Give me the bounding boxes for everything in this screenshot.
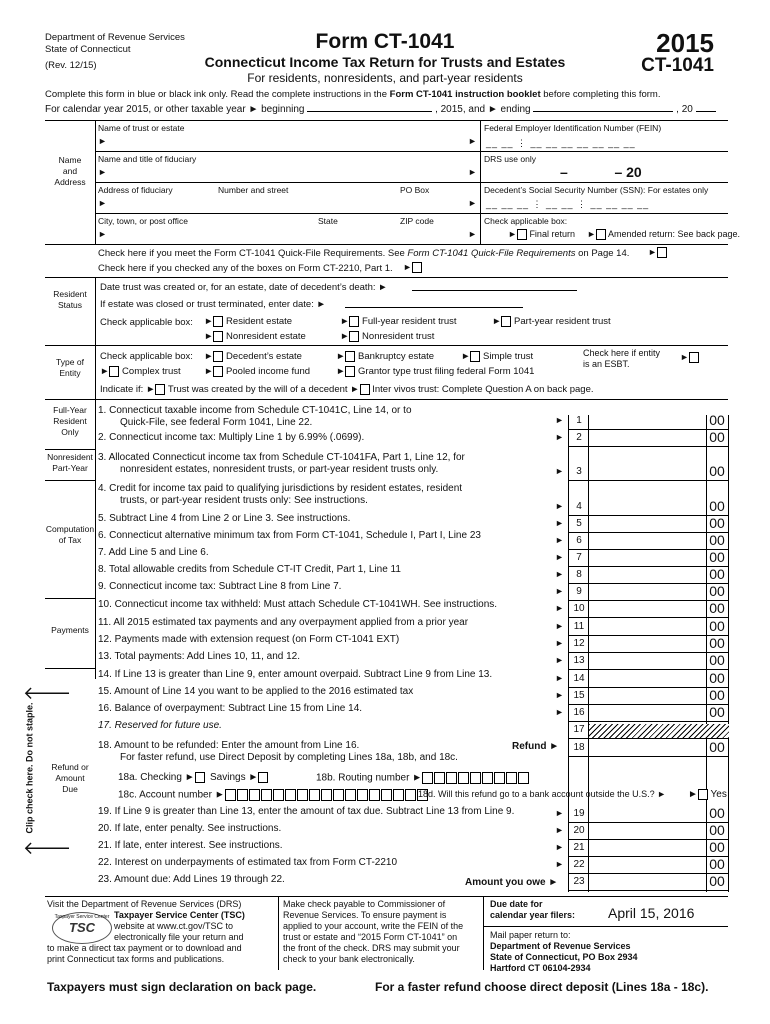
line-2-cents: 00: [709, 429, 725, 445]
line-6-rule: [568, 549, 728, 550]
full-year-label: Full-Year Resident Only: [53, 405, 87, 437]
line-12-rule: [568, 652, 728, 653]
line-9-cents: 00: [709, 583, 725, 599]
line-11-amount-field[interactable]: [589, 621, 705, 635]
line-14-cents: 00: [709, 670, 725, 686]
simple-trust-check[interactable]: ► Simple trust: [461, 351, 534, 363]
tax-year: 2015: [656, 28, 714, 58]
fein-field[interactable]: __ __ ⋮ __ __ __ __ __ __ __: [486, 138, 636, 148]
drs-use-field: – – 20: [560, 164, 642, 180]
full-year-trust-check[interactable]: ► Full-year resident trust: [340, 316, 457, 328]
line-1-amount-field[interactable]: [589, 415, 705, 429]
line-15-amount-field[interactable]: [589, 690, 705, 704]
line-9-arrow: ►: [555, 586, 564, 596]
line-1-cents: 00: [709, 412, 725, 428]
esbt-check[interactable]: ►: [680, 352, 699, 363]
line-16-rule: [568, 721, 728, 722]
line-6-arrow: ►: [555, 535, 564, 545]
line-22-rule: [568, 873, 728, 874]
line-17-number: 17: [573, 724, 585, 735]
line-20-rule: [568, 839, 728, 840]
fiduciary-label: Name and title of fiduciary: [98, 154, 197, 164]
complex-trust-check[interactable]: ► Complex trust: [100, 366, 181, 378]
line-18-amount-field[interactable]: [589, 742, 705, 756]
line-4-amount-field[interactable]: [589, 501, 705, 515]
line-4-rule: [568, 515, 728, 516]
line-17-hatched: [589, 724, 729, 738]
form-subtitle-2: For residents, nonresidents, and part-year residents: [247, 71, 523, 85]
outside-us-yes-check[interactable]: ► Yes: [688, 789, 727, 801]
line-11-text: 11. All 2015 estimated tax payments and any overpayment applied from a prior year: [98, 617, 469, 628]
line-19-cents: 00: [709, 805, 725, 821]
line-14-amount-field[interactable]: [589, 673, 705, 687]
outside-us-label: 18d. Will this refund go to a bank account outside the U.S.? ►: [418, 789, 667, 799]
line-23-rule: [568, 890, 728, 891]
checking-check[interactable]: 18a. Checking ►: [118, 772, 205, 783]
faster-refund-note: For a faster refund choose direct deposit (Lines 18a - 18c).: [375, 980, 709, 994]
line-18-text: 18. Amount to be refunded: Enter the amount from Line 16. For faster refund, use Direct Deposit by completing Lines 18a, 18b, and 18c.: [98, 740, 458, 763]
line-19-amount-field[interactable]: [589, 808, 705, 822]
line-9-rule: [568, 600, 728, 601]
begin-date-field[interactable]: [307, 111, 432, 112]
line-6-number: 6: [576, 535, 582, 546]
line-23-amount-field[interactable]: [589, 876, 705, 890]
arrow-left-icon: 🡐: [23, 683, 72, 703]
line-10-number: 10: [573, 603, 585, 614]
line-22-cents: 00: [709, 856, 725, 872]
ssn-label: Decedent’s Social Security Number (SSN): For estates only: [484, 185, 709, 195]
line-7-number: 7: [576, 552, 582, 563]
line-4-text: 4. Credit for income tax paid to qualifying jurisdictions by resident estates, resident trusts, or part-year resident trusts only: See instructions.: [98, 483, 463, 506]
due-date: April 15, 2016: [608, 905, 695, 921]
pooled-fund-check[interactable]: ► Pooled income fund: [204, 366, 311, 378]
esbt-label: Check here if entity is an ESBT.: [583, 348, 661, 369]
decedent-estate-check[interactable]: ► Decedent’s estate: [204, 351, 302, 363]
line-3-text: 3. Allocated Connecticut income tax from Schedule CT-1041FA, Part 1, Line 12, for nonresident estates, nonresident trusts, or part-year resident trusts only.: [98, 452, 465, 475]
line-13-text: 13. Total payments: Add Lines 10, 11, and 12.: [98, 651, 300, 662]
line-22-arrow: ►: [555, 859, 564, 869]
line-15-arrow: ►: [555, 690, 564, 700]
line-13-amount-field[interactable]: [589, 655, 705, 669]
line-14-arrow: ►: [555, 673, 564, 683]
line-19-rule: [568, 822, 728, 823]
line-13-rule: [568, 669, 728, 670]
line-2-arrow: ►: [555, 432, 564, 442]
line-13-cents: 00: [709, 652, 725, 668]
line-2-number: 2: [576, 432, 582, 443]
date-closed-field[interactable]: [345, 307, 523, 308]
line-4-number: 4: [576, 501, 582, 512]
ct2210-check[interactable]: ►: [403, 262, 422, 273]
form-title: Form CT-1041: [315, 30, 455, 53]
line-2-amount-field[interactable]: [589, 432, 705, 446]
line-7-arrow: ►: [555, 552, 564, 562]
line-1-number: 1: [576, 415, 582, 426]
refund-label-word: Refund ►: [512, 741, 560, 752]
line-16-arrow: ►: [555, 707, 564, 717]
line-3-number: 3: [576, 466, 582, 477]
sign-note: Taxpayers must sign declaration on back page.: [47, 980, 317, 994]
line-4-arrow: ►: [555, 501, 564, 511]
line-8-amount-field[interactable]: [589, 569, 705, 583]
line-10-cents: 00: [709, 600, 725, 616]
city-label: City, town, or post office: [98, 216, 188, 226]
line-23-number: 23: [573, 876, 585, 887]
line-16-number: 16: [573, 707, 585, 718]
fiduciary-field[interactable]: ►: [98, 167, 107, 177]
line-20-cents: 00: [709, 822, 725, 838]
line-22-number: 22: [573, 859, 585, 870]
line-11-rule: [568, 635, 728, 636]
line-20-number: 20: [573, 825, 585, 836]
state-label: State: [318, 216, 338, 226]
will-check[interactable]: [155, 384, 165, 395]
check-payable-block: Make check payable to Commissioner of Revenue Services. To ensure payment is applied to your account, write the FEIN of the trust or estate and “2015 Form CT-1041” on the front of the check. DRS may submit your check to your bank electronically.: [283, 899, 464, 964]
line-7-rule: [568, 566, 728, 567]
line-15-text: 15. Amount of Line 14 you want to be applied to the 2016 estimated tax: [98, 686, 414, 697]
line-15-rule: [568, 704, 728, 705]
form-code: CT-1041: [641, 55, 714, 76]
quickfile-check[interactable]: ►: [648, 247, 667, 258]
trust-name-label: Name of trust or estate: [98, 123, 185, 133]
computation-label: Computation of Tax: [45, 524, 95, 545]
line-17-rule: [568, 738, 728, 739]
line-19-number: 19: [573, 808, 585, 819]
line-8-cents: 00: [709, 566, 725, 582]
line-11-arrow: ►: [555, 621, 564, 631]
line-1-text: 1. Connecticut taxable income from Schedule CT-1041C, Line 14, or to Quick-File, see federal Form 1041, Line 22.: [98, 405, 412, 428]
line-14-rule: [568, 687, 728, 688]
line-2-text: 2. Connecticut income tax: Multiply Line 1 by 6.99% (.0699).: [98, 432, 365, 443]
line-1-rule: [568, 429, 728, 430]
line-3-amount-field[interactable]: [589, 466, 705, 480]
resident-estate-check[interactable]: ► Resident estate: [204, 316, 293, 328]
line-7-cents: 00: [709, 549, 725, 565]
line-6-text: 6. Connecticut alternative minimum tax from Form CT-1041, Schedule I, Part I, Line 23: [98, 530, 481, 541]
resident-check-label: Check applicable box:: [100, 317, 193, 328]
arrow-left-icon-2: 🡐: [23, 838, 72, 858]
line-5-text: 5. Subtract Line 4 from Line 2 or Line 3. See instructions.: [98, 513, 351, 524]
state-name: State of Connecticut: [45, 44, 131, 55]
part-year-trust-check[interactable]: ► Part-year resident trust: [492, 316, 611, 328]
name-address-label: Name and Address: [54, 155, 86, 187]
line-21-amount-field[interactable]: [589, 842, 705, 856]
line-21-arrow: ►: [555, 842, 564, 852]
nonresident-estate-check[interactable]: ► Nonresident estate: [204, 331, 306, 343]
line-2-rule: [568, 446, 728, 447]
line-21-number: 21: [573, 842, 585, 853]
line-12-number: 12: [573, 638, 585, 649]
line-11-cents: 00: [709, 618, 725, 634]
line-18-number: 18: [573, 742, 585, 753]
revision: (Rev. 12/15): [45, 60, 97, 71]
line-9-amount-field[interactable]: [589, 586, 705, 600]
nonres-label: Nonresident Part-Year: [47, 452, 93, 473]
line-14-text: 14. If Line 13 is greater than Line 9, enter amount overpaid. Subtract Line 9 from Line 13.: [98, 669, 493, 680]
line-9-number: 9: [576, 586, 582, 597]
visit-block: Visit the Department of Revenue Services (DRS) Taxpayer Service Center (TSC) website at www.ct.gov/TSC to electronically file your return and to make a direct tax payment or to download and print Connecticut tax forms and publications.: [47, 899, 245, 964]
line-5-number: 5: [576, 518, 582, 529]
savings-check[interactable]: Savings ►: [210, 772, 268, 783]
line-13-arrow: ►: [555, 655, 564, 665]
line-12-arrow: ►: [555, 638, 564, 648]
line-7-amount-field[interactable]: [589, 552, 705, 566]
due-date-label: Due date for calendar year filers:: [490, 899, 576, 920]
line-16-cents: 00: [709, 704, 725, 720]
line-19-arrow: ►: [555, 808, 564, 818]
line-21-text: 21. If late, enter interest. See instructions.: [98, 840, 283, 851]
line-19-text: 19. If Line 9 is greater than Line 13, enter the amount of tax due. Subtract Line 13 from Line 9.: [98, 806, 515, 817]
trust-name-field[interactable]: ►: [98, 136, 107, 146]
payments-label: Payments: [51, 625, 89, 635]
nonresident-trust-check[interactable]: ► Nonresident trust: [340, 331, 435, 343]
line-5-rule: [568, 532, 728, 533]
line-1-arrow: ►: [555, 415, 564, 425]
amended-return-check[interactable]: ► Amended return: See back page.: [587, 229, 741, 239]
line-16-amount-field[interactable]: [589, 707, 705, 721]
fein-label: Federal Employer Identification Number (FEIN): [484, 123, 662, 133]
line-17-text: 17. Reserved for future use.: [98, 720, 222, 731]
line-23-cents: 00: [709, 873, 725, 889]
date-created-field[interactable]: [412, 290, 577, 291]
line-10-amount-field[interactable]: [589, 603, 705, 617]
line-20-amount-field[interactable]: [589, 825, 705, 839]
line-5-amount-field[interactable]: [589, 518, 705, 532]
check-box-label: Check applicable box:: [484, 216, 568, 226]
line-22-amount-field[interactable]: [589, 859, 705, 873]
zip-label: ZIP code: [400, 216, 434, 226]
grantor-trust-check[interactable]: ► Grantor type trust filing federal Form 1041: [336, 366, 535, 378]
date-closed-label: If estate was closed or trust terminated, enter date: ►: [100, 299, 326, 310]
line-5-cents: 00: [709, 515, 725, 531]
indicate-row: Indicate if: ► Trust was created by the will of a decedent ► Inter vivos trust: Complete Question A on back page.: [100, 384, 594, 396]
line-10-arrow: ►: [555, 603, 564, 613]
street-label: Number and street: [218, 185, 289, 195]
line-12-amount-field[interactable]: [589, 638, 705, 652]
final-return-check[interactable]: ► Final return: [508, 229, 575, 239]
line-9-text: 9. Connecticut income tax: Subtract Line 8 from Line 7.: [98, 581, 342, 592]
line-7-text: 7. Add Line 5 and Line 6.: [98, 547, 209, 558]
line-21-cents: 00: [709, 839, 725, 855]
entity-check-label: Check applicable box:: [100, 351, 193, 362]
refund-label: Refund or Amount Due: [51, 762, 89, 794]
routing-number-field[interactable]: 18b. Routing number ►: [316, 772, 530, 784]
quickfile-line: Check here if you meet the Form CT-1041 Quick-File Requirements. See Form CT-1041 Quick-File Requirements on Page 14.: [98, 248, 630, 259]
line-15-number: 15: [573, 690, 585, 701]
resident-status-label: Resident Status: [53, 289, 87, 310]
line-11-number: 11: [573, 621, 585, 632]
clip-check-note: Clip check here. Do not staple.: [24, 702, 35, 834]
address-label: Address of fiduciary: [98, 185, 173, 195]
line-8-arrow: ►: [555, 569, 564, 579]
line-23-text: 23. Amount due: Add Lines 19 through 22.: [98, 874, 285, 885]
line-6-amount-field[interactable]: [589, 535, 705, 549]
line-4-cents: 00: [709, 498, 725, 514]
line-13-number: 13: [573, 655, 585, 666]
drs-use-label: DRS use only: [484, 154, 536, 164]
city-field[interactable]: ►: [98, 229, 107, 239]
line-8-number: 8: [576, 569, 582, 580]
line-20-text: 20. If late, enter penalty. See instructions.: [98, 823, 282, 834]
line-21-rule: [568, 856, 728, 857]
date-created-label: Date trust was created or, for an estate, date of decedent’s death: ►: [100, 282, 388, 293]
calendar-line: For calendar year 2015, or other taxable year ► beginning , 2015, and ► ending , 20: [45, 104, 716, 115]
dept-name: Department of Revenue Services: [45, 32, 185, 43]
line-6-cents: 00: [709, 532, 725, 548]
line-8-rule: [568, 583, 728, 584]
address-field[interactable]: ►: [98, 198, 107, 208]
line-3-rule: [568, 480, 728, 481]
line-20-arrow: ►: [555, 825, 564, 835]
entity-label: Type of Entity: [56, 357, 84, 378]
line-12-cents: 00: [709, 635, 725, 651]
line-8-text: 8. Total allowable credits from Schedule CT-IT Credit, Part 1, Line 11: [98, 564, 401, 575]
account-number-field[interactable]: 18c. Account number ►: [118, 789, 429, 801]
tsc-logo: Taxpayer Service Center TSC: [52, 912, 112, 944]
line-14-number: 14: [573, 673, 585, 684]
line-5-arrow: ►: [555, 518, 564, 528]
line-3-cents: 00: [709, 463, 725, 479]
pobox-label: PO Box: [400, 185, 430, 195]
line-3-arrow: ►: [555, 466, 564, 476]
line-22-text: 22. Interest on underpayments of estimated tax from Form CT-2210: [98, 857, 398, 868]
line-10-text: 10. Connecticut income tax withheld: Must attach Schedule CT-1041WH. See instructions.: [98, 599, 498, 610]
line-18-rule: [568, 756, 728, 757]
line-18-cents: 00: [709, 739, 725, 755]
ct2210-line: Check here if you checked any of the boxes on Form CT-2210, Part 1.: [98, 263, 393, 274]
amount-owe-label: Amount you owe ►: [465, 877, 559, 888]
ssn-field[interactable]: __ __ __ ⋮ __ __ ⋮ __ __ __ __: [486, 199, 650, 209]
end-date-field[interactable]: [533, 111, 673, 112]
inter-vivos-check[interactable]: [360, 384, 370, 395]
instructions: Complete this form in blue or black ink only. Read the complete instructions in the Form CT-1041 instruction booklet before completing this form.: [45, 89, 661, 100]
mail-block: Mail paper return to: Department of Revenue Services State of Connecticut, PO Box 2934 Hartford CT 06104-2934: [490, 930, 638, 973]
line-10-rule: [568, 617, 728, 618]
bankruptcy-estate-check[interactable]: ► Bankruptcy estate: [336, 351, 435, 363]
end-year-field[interactable]: [696, 111, 716, 112]
line-12-text: 12. Payments made with extension request (on Form CT-1041 EXT): [98, 634, 400, 645]
form-subtitle: Connecticut Income Tax Return for Trusts and Estates: [204, 54, 566, 70]
line-15-cents: 00: [709, 687, 725, 703]
line-16-text: 16. Balance of overpayment: Subtract Line 15 from Line 14.: [98, 703, 363, 714]
